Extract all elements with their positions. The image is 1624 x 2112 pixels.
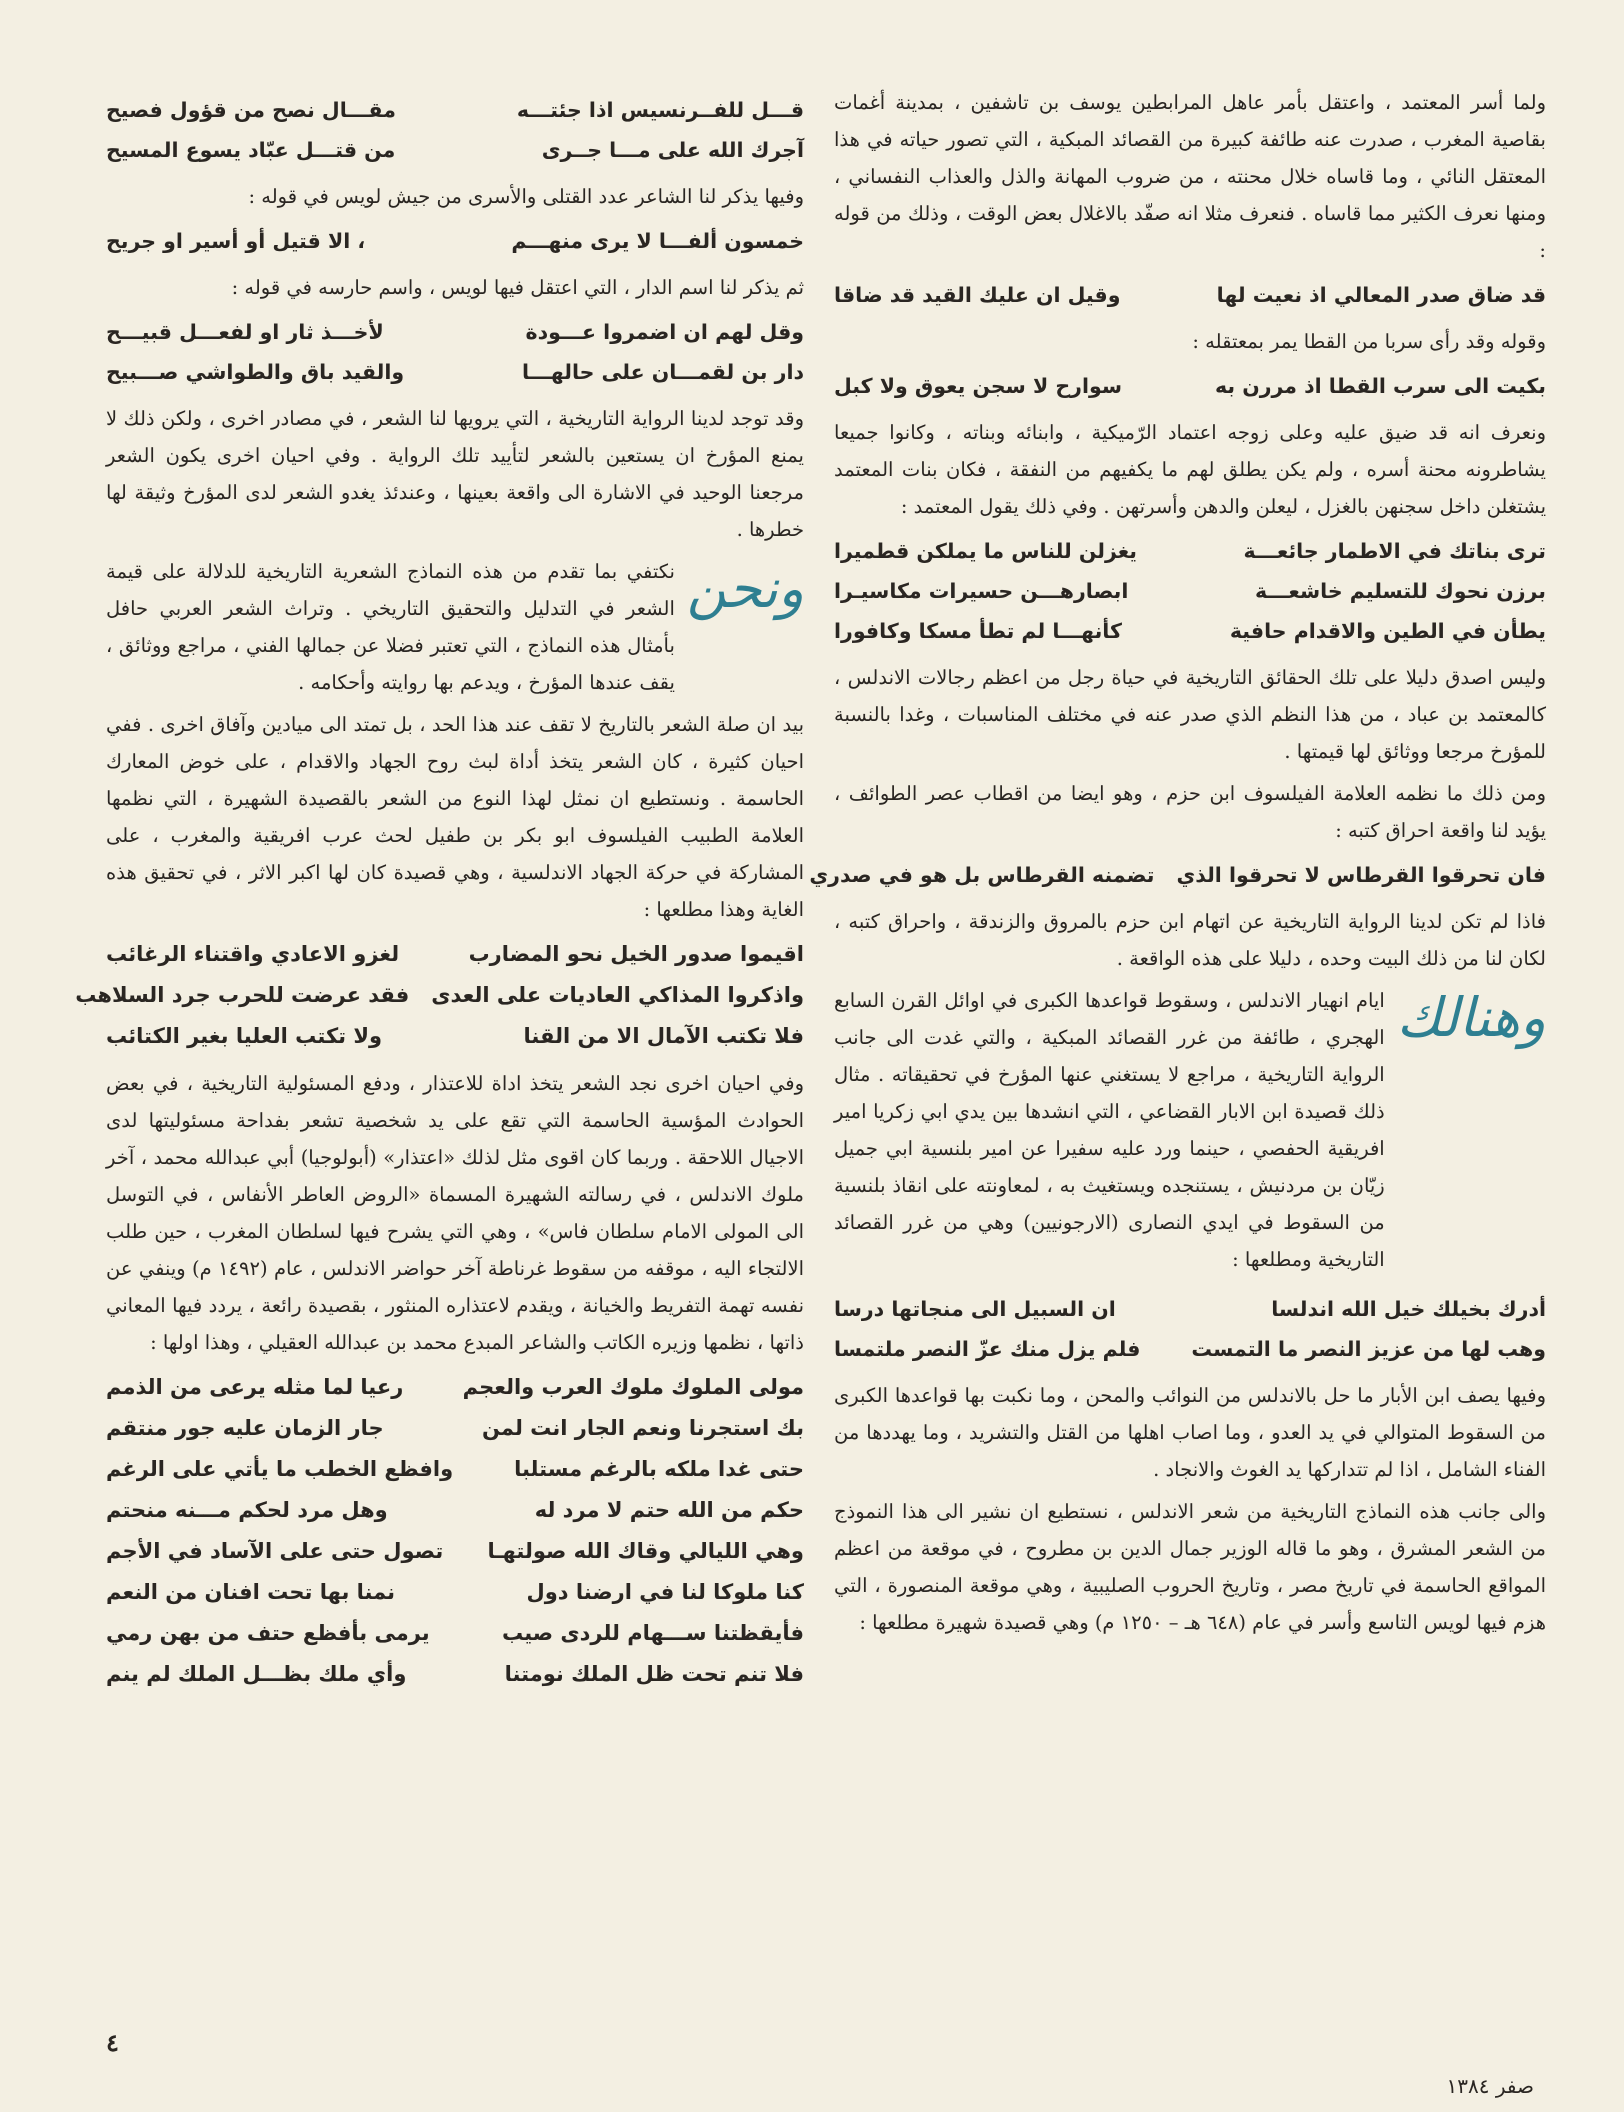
verse-line [834, 1329, 1546, 1369]
poem-verse [106, 90, 804, 170]
second-hemistich: سوارح لا سجن يعوق ولا كبل [834, 374, 1122, 398]
verse-line [106, 1449, 804, 1490]
page-footer-date: صفر ١٣٨٤ [1446, 2074, 1534, 2098]
right-column [809, 84, 1546, 2050]
second-hemistich: من قتـــل عبّاد يسوع المسيح [106, 138, 396, 162]
paragraph: وقد توجد لدينا الرواية التاريخية ، التي يرويها لنا الشعر ، في مصادر اخرى ، ولكن ذلك لا يمنع المؤرخ ان يستعين بالشعر لتأييد تلك الرواية . وفي احيان اخرى يكون الشعر مرجعنا الوحيد في الاشارة الى واقعة بعينها ، وعندئذ يغدو الشعر لدى المؤرخ وثيقة لها خطرها . [106, 407, 804, 541]
left-column [75, 84, 804, 2050]
ornamental-paragraph [834, 982, 1546, 1283]
paragraph: ثم يذكر لنا اسم الدار ، التي اعتقل فيها لويس ، واسم حارسه في قوله : [231, 276, 804, 299]
second-hemistich: ابصارهـــن حسيرات مكاسيـرا [834, 579, 1129, 603]
paragraph: وقوله وقد رأى سربا من القطا يمر بمعتقله : [1192, 330, 1546, 353]
paragraph: ونعرف انه قد ضيق عليه وعلى زوجه اعتماد الرّميكية ، وابنائه وبناته ، وكانوا جميعا يشاطرونه محنة أسره ، ولم يكن يطلق لهم ما يكفيهم من النفقة ، فكان بنات المعتمد يشتغلن داخل سجنهن بالغزل ، ليعلن والدهن وأسرتهن . وفي ذلك يقول المعتمد : [834, 421, 1546, 518]
first-hemistich: آجرك الله على مـــا جــرى [541, 138, 804, 162]
second-hemistich: ، الا قتيل أو أسير او جريح [106, 229, 366, 253]
first-hemistich: حكم من الله حتم لا مرد له [534, 1498, 804, 1522]
page-number: ٤ [106, 2028, 119, 2057]
poem-verse [834, 1289, 1546, 1369]
verse-line [834, 1289, 1546, 1329]
first-hemistich: وقل لهم ان اضمروا عـــودة [525, 320, 804, 344]
second-hemistich: مقـــال نصح من قؤول فصيح [106, 98, 396, 122]
verse-line [834, 275, 1546, 315]
verse-line [106, 1490, 804, 1531]
first-hemistich: بك استجرنا ونعم الجار انت لمن [481, 1416, 804, 1440]
poem-verse [106, 312, 804, 392]
verse-line [106, 90, 804, 130]
first-hemistich: دار بن لقمـــان على حالهـــا [522, 360, 804, 384]
first-hemistich: أدرك بخيلك خيل الله اندلسا [1271, 1297, 1546, 1321]
poem-verse [106, 221, 804, 261]
first-hemistich: يطأن في الطين والاقدام حافية [1229, 619, 1546, 643]
second-hemistich: ان السبيل الى منجاتها درسا [834, 1297, 1116, 1321]
paragraph: وفيها يصف ابن الأبار ما حل بالاندلس من النوائب والمحن ، وما نكبت بها قواعدها الكبرى من السقوط المتوالي في يد العدو ، وما اصاب اهلها من القتل والتشريد ، وما يهددها من الفناء الشامل ، اذا لم تتداركها يد الغوث والانجاد . [834, 1384, 1546, 1481]
paragraph: وفيها يذكر لنا الشاعر عدد القتلى والأسرى من جيش لويس في قوله : [248, 185, 804, 208]
first-hemistich: خمسون ألفـــا لا يرى منهـــم [511, 229, 804, 253]
second-hemistich: لأخـــذ ثار او لفعـــل قبيـــح [106, 320, 384, 344]
verse-line [106, 1367, 804, 1408]
verse-line [106, 130, 804, 170]
second-hemistich: وأي ملك بظـــل الملك لم ينم [106, 1662, 407, 1686]
paragraph: بيد ان صلة الشعر بالتاريخ لا تقف عند هذا الحد ، بل تمتد الى ميادين وآفاق اخرى . ففي احيان كثيرة ، كان الشعر يتخذ أداة لبث روح الجهاد والاقدام ، على خوض المعارك الحاسمة . ونستطيع ان نمثل لهذا النوع من الشعر بالقصيدة الشهيرة ، التي نظمها العلامة الطبيب الفيلسوف ابو بكر بن طفيل لحث عرب افريقية والمغرب ، على المشاركة في حركة الجهاد الاندلسية ، وهي قصيدة كان لها اكبر الاثر ، في تحقيق هذه الغاية وهذا مطلعها : [106, 713, 804, 921]
first-hemistich: حتى غدا ملكه بالرغم مستلبا [514, 1457, 804, 1481]
first-hemistich: برزن نحوك للتسليم خاشعـــة [1254, 579, 1546, 603]
second-hemistich: وهل مرد لحكم مـــنه منحتم [106, 1498, 388, 1522]
ornamental-initial-word: ونحن [686, 557, 804, 620]
verse-line [834, 366, 1546, 406]
first-hemistich: فلا تكتب الآمال الا من القنا [523, 1024, 804, 1048]
poem-verse [106, 1367, 804, 1695]
ornamental-paragraph [106, 553, 804, 706]
second-hemistich: لغزو الاعادي واقتناء الرغائب [106, 942, 400, 966]
paragraph: فاذا لم تكن لدينا الرواية التاريخية عن اتهام ابن حزم بالمروق والزندقة ، واحراق كتبه ، لكان لنا من ذلك البيت وحده ، دليلا على هذه الواقعة . [834, 910, 1546, 970]
first-hemistich: فلا تنم تحت ظل الملك نومتنا [504, 1662, 804, 1686]
first-hemistich: بكيت الى سرب القطا اذ مررن به [1214, 374, 1546, 398]
verse-line [106, 352, 804, 392]
first-hemistich: قـــل للفــرنسيس اذا جئتـــه [516, 98, 804, 122]
second-hemistich: وافظع الخطب ما يأتي على الرغم [106, 1457, 454, 1481]
second-hemistich: تصول حتى على الآساد في الأجم [106, 1539, 444, 1563]
first-hemistich: فأيقظتنا ســـهام للردى صيب [501, 1621, 804, 1645]
poem-verse [834, 531, 1546, 651]
second-hemistich: رعيا لما مثله يرعى من الذمم [106, 1375, 404, 1399]
second-hemistich: نمنا بها تحت افنان من النعم [106, 1580, 396, 1604]
verse-line [106, 1654, 804, 1695]
verse-line [106, 1408, 804, 1449]
second-hemistich: يرمى بأفظع حتف من بهن رمي [106, 1621, 430, 1645]
ornamental-initial-word: وهنالك [1396, 986, 1546, 1049]
verse-line [106, 1613, 804, 1654]
second-hemistich: فلم يزل منك عزّ النصر ملتمسا [834, 1337, 1141, 1361]
first-hemistich: ترى بناتك في الاطمار جائعـــة [1243, 539, 1546, 563]
first-hemistich: واذكروا المذاكي العاديات على العدى [431, 983, 804, 1007]
paragraph: ومن ذلك ما نظمه العلامة الفيلسوف ابن حزم ، وهو ايضا من اقطاب عصر الطوائف ، يؤيد لنا واقعة احراق كتبه : [834, 782, 1546, 842]
poem-verse [834, 275, 1546, 315]
first-hemistich: وهي الليالي وقاك الله صولتهـا [487, 1539, 804, 1563]
second-hemistich: جار الزمان عليه جور منتقم [106, 1416, 384, 1440]
first-hemistich: وهب لها من عزيز النصر ما التمست [1191, 1337, 1546, 1361]
poem-verse [75, 934, 804, 1057]
verse-line [809, 855, 1546, 895]
poem-verse [809, 855, 1546, 895]
first-hemistich: قد ضاق صدر المعالي اذ نعيت لها [1216, 283, 1546, 307]
second-hemistich: فقد عرضت للحرب جرد السلاهب [75, 983, 410, 1007]
first-hemistich: كنا ملوكا لنا في ارضنا دول [526, 1580, 804, 1604]
verse-line [106, 1531, 804, 1572]
verse-line [106, 1572, 804, 1613]
first-hemistich: مولى الملوك ملوك العرب والعجم [462, 1375, 804, 1399]
second-hemistich: يغزلن للناس ما يملكن قطميرا [834, 539, 1137, 563]
second-hemistich: والقيد باق والطواشي صـــبيح [106, 360, 405, 384]
first-hemistich: فان تحرقوا القرطاس لا تحرقوا الذي [1176, 863, 1546, 887]
verse-line [106, 1016, 804, 1057]
verse-line [106, 221, 804, 261]
verse-line [834, 571, 1546, 611]
paragraph: وليس اصدق دليلا على تلك الحقائق التاريخية في حياة رجل من اعظم رجالات الاندلس ، كالمعتمد بن عباد ، من هذا النظم الذي صدر عنه في مختلف المناسبات ، وغدا بالنسبة للمؤرخ مرجعا ووثائق لها قيمتها . [834, 666, 1546, 763]
second-hemistich: وقيل ان عليك القيد قد ضاقا [834, 283, 1121, 307]
verse-line [75, 975, 804, 1016]
paragraph: والى جانب هذه النماذج التاريخية من شعر الاندلس ، نستطيع ان نشير الى هذا النموذج من الشعر المشرق ، وهو ما قاله الوزير جمال الدين بن مطروح ، في موقعة من اعظم المواقع الحاسمة في تاريخ مصر ، وتاريخ الحروب الصليبية ، وهي موقعة المنصورة ، التي هزم فيها لويس التاسع وأسر في عام (٦٤٨ هـ – ١٢٥٠ م) وهي قصيدة شهيرة مطلعها : [834, 1500, 1546, 1634]
second-hemistich: تضمنه القرطاس بل هو في صدري [809, 863, 1155, 887]
poem-verse [834, 366, 1546, 406]
verse-line [106, 934, 804, 975]
paragraph: نكتفي بما تقدم من هذه النماذج الشعرية التاريخية للدلالة على قيمة الشعر في التدليل والتحقيق التاريخي . وتراث الشعر العربي حافل بأمثال هذه النماذج ، التي تعتبر فضلا عن جمالها الفني ، مراجع ووثائق ، يقف عندها المؤرخ ، ويدعم بها روايته وأحكامه . [106, 560, 675, 694]
paragraph: وفي احيان اخرى نجد الشعر يتخذ اداة للاعتذار ، ودفع المسئولية التاريخية ، في بعض الحوادث المؤسية الحاسمة التي تقع على يد شخصية تشعر بفداحة مسئوليتها لدى الاجيال اللاحقة . وربما كان اقوى مثل لذلك «اعتذار» (أبولوجيا) أبي عبدالله محمد ، آخر ملوك الاندلس ، في رسالته الشهيرة المسماة «الروض العاطر الأنفاس ، في التوسل الى المولى الامام سلطان فاس» ، وهي التي يشرح فيها لسلطان المغرب ، حين طلب الالتجاء اليه ، موقفه من سقوط غرناطة آخر حواضر الاندلس ، عام (١٤٩٢ م) وينفي عن نفسه تهمة التفريط والخيانة ، ويقدم لاعتذاره المنثور ، بقصيدة رائعة ، يردد فيها المعاني ذاتها ، نظمها وزيره الكاتب والشاعر المبدع محمد بن عبدالله العقيلي ، وهذا اولها : [106, 1072, 804, 1354]
verse-line [106, 312, 804, 352]
second-hemistich: ولا تكتب العليا بغير الكتائب [106, 1024, 383, 1048]
verse-line [834, 611, 1546, 651]
paragraph: ايام انهيار الاندلس ، وسقوط قواعدها الكبرى في اوائل القرن السابع الهجري ، طائفة من غرر القصائد المبكية ، والتي غدت الى جانب الرواية التاريخية ، مراجع لا يستغني عنها المؤرخ في تحقيقاته . مثال ذلك قصيدة ابن الابار القضاعي ، التي انشدها بين يدي ابي زكريا امير افريقية الحفصي ، حينما ورد عليه سفيرا عن امير بلنسية ابي جميل زيّان بن مردنيش ، يستنجده ويستغيث به ، لمعاونته على انقاذ بلنسية من السقوط في ايدي النصارى (الارجونيين) وهي من غرر القصائد التاريخية ومطلعها : [834, 989, 1385, 1271]
first-hemistich: اقيموا صدور الخيل نحو المضارب [468, 942, 804, 966]
paragraph: ولما أسر المعتمد ، واعتقل بأمر عاهل المرابطين يوسف بن تاشفين ، بمدينة أغمات بقاصية المغرب ، صدرت عنه طائفة كبيرة من القصائد المبكية ، التي تصور حياته في هذا المعتقل النائي ، وما قاساه خلال محنته ، من ضروب المهانة والذل والعذاب النفساني ، ومنها نعرف الكثير مما قاساه . فنعرف مثلا انه صفّد بالاغلال بعض الوقت ، وذلك من قوله : [834, 91, 1546, 262]
verse-line [834, 531, 1546, 571]
second-hemistich: كأنهـــا لم تطأ مسكا وكافورا [834, 619, 1122, 643]
